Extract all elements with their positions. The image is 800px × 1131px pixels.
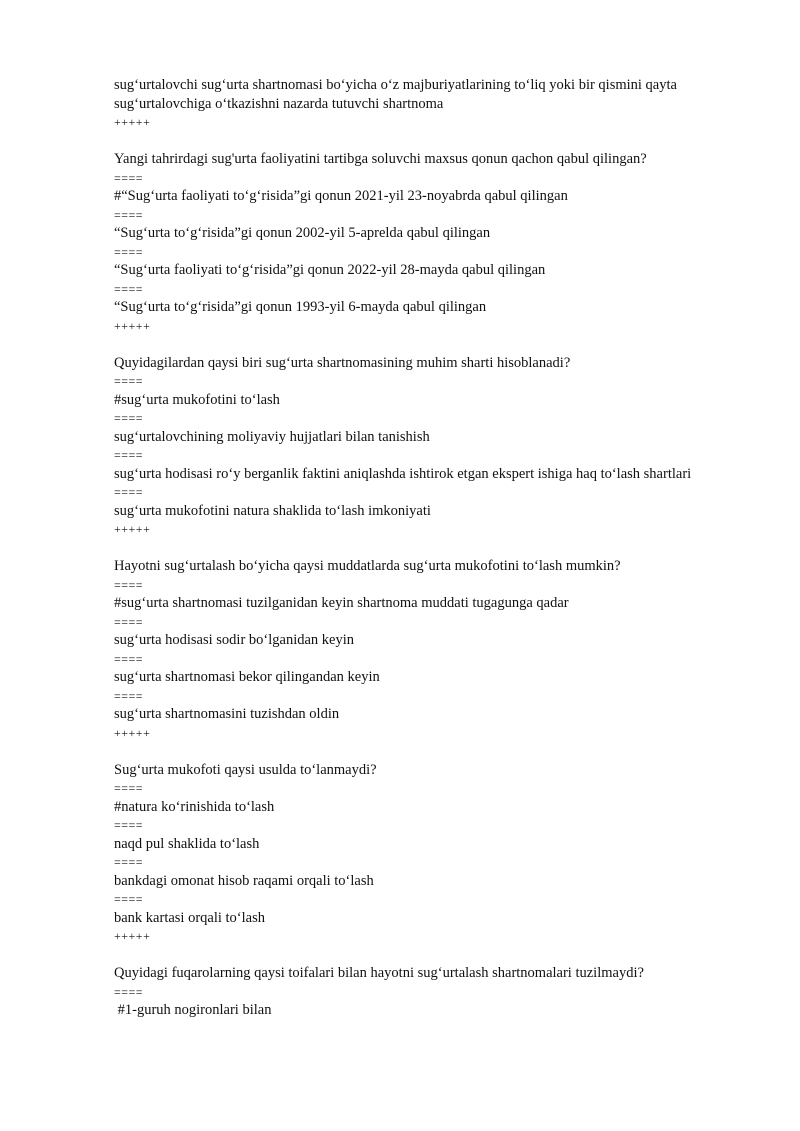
answer-option: “Sug‘urta to‘g‘risida”gi qonun 2002-yil 5-aprelda qabul qilingan — [114, 225, 491, 241]
question-end-marker: +++++ — [114, 318, 151, 333]
answer-option: sug‘urta hodisasi ro‘y berganlik faktini aniqlashda ishtirok etgan ekspert ishiga haq to‘lash shartlari — [114, 465, 692, 482]
question-end-marker: +++++ — [114, 725, 151, 740]
answer-option: sug‘urta hodisasi sodir bo‘lganidan keyin — [114, 632, 355, 648]
answer-option-correct: #natura ko‘rinishida to‘lash — [114, 798, 275, 815]
question-end-marker: +++++ — [114, 522, 151, 536]
answer-option: bank kartasi orqali to‘lash — [114, 909, 265, 926]
option-separator: ==== — [114, 781, 144, 795]
answer-option-correct: #sug‘urta mukofotini to‘lash — [114, 391, 280, 408]
answer-option: sug‘urtalovchining moliyaviy hujjatlari bilan tanishish — [114, 428, 430, 445]
option-separator: ==== — [114, 207, 144, 222]
option-separator: ==== — [114, 170, 144, 185]
option-separator: ==== — [114, 244, 144, 259]
answer-option: “Sug‘urta to‘g‘risida”gi qonun 1993-yil 6-mayda qabul qilingan — [114, 299, 487, 315]
answer-option: sug‘urta shartnomasi bekor qilingandan keyin — [114, 669, 380, 685]
answer-option-correct: #1-guruh nogironlari bilan — [114, 1002, 272, 1018]
question-text: Yangi tahrirdagi sug'urta faoliyatini tartibga soluvchi maxsus qonun qachon qabul qilingan? — [114, 151, 647, 167]
option-separator: ==== — [114, 614, 144, 629]
answer-option-correct: #sug‘urta shartnomasi tuzilganidan keyin shartnoma muddati tugagunga qadar — [114, 595, 569, 611]
answer-option: bankdagi omonat hisob raqami orqali to‘lash — [114, 872, 374, 889]
option-separator: ==== — [114, 892, 144, 906]
answer-option: sug‘urta mukofotini natura shaklida to‘lash imkoniyati — [114, 502, 431, 519]
option-separator: ==== — [114, 374, 144, 388]
option-separator: ==== — [114, 984, 144, 999]
question-text: Quyidagilardan qaysi biri sug‘urta shartnomasining muhim sharti hisoblanadi? — [114, 354, 571, 371]
option-separator: ==== — [114, 818, 144, 832]
answer-option-correct: #“Sug‘urta faoliyati to‘g‘risida”gi qonun 2021-yil 23-noyabrda qabul qilingan — [114, 188, 568, 204]
answer-option: sug‘urta shartnomasini tuzishdan oldin — [114, 706, 340, 722]
option-separator: ==== — [114, 411, 144, 425]
question-end-marker: +++++ — [114, 929, 151, 943]
option-separator: ==== — [114, 855, 144, 869]
question-text: Hayotni sug‘urtalash bo‘yicha qaysi muddatlarda sug‘urta mukofotini to‘lash mumkin? — [114, 558, 621, 574]
option-separator: ==== — [114, 448, 144, 462]
question-text: Quyidagi fuqarolarning qaysi toifalari bilan hayotni sug‘urtalash shartnomalari tuzilmaydi? — [114, 965, 644, 981]
option-separator: ==== — [114, 651, 144, 666]
option-separator: ==== — [114, 688, 144, 703]
option-separator: ==== — [114, 485, 144, 499]
answer-option-text: sug‘urtalovchi sug‘urta shartnomasi bo‘yicha o‘z majburiyatlarining to‘liq yoki bir qismini qayta sug‘urtalovchiga o‘tkazishni nazarda tutuvchi shartnoma — [114, 77, 677, 112]
answer-option: “Sug‘urta faoliyati to‘g‘risida”gi qonun 2022-yil 28-mayda qabul qilingan — [114, 262, 546, 278]
document-page — [114, 76, 742, 1020]
question-end-marker: +++++ — [114, 115, 151, 129]
option-separator: ==== — [114, 281, 144, 296]
question-text: Sug‘urta mukofoti qaysi usulda to‘lanmaydi? — [114, 761, 377, 778]
answer-option: naqd pul shaklida to‘lash — [114, 835, 260, 852]
option-separator: ==== — [114, 577, 144, 592]
